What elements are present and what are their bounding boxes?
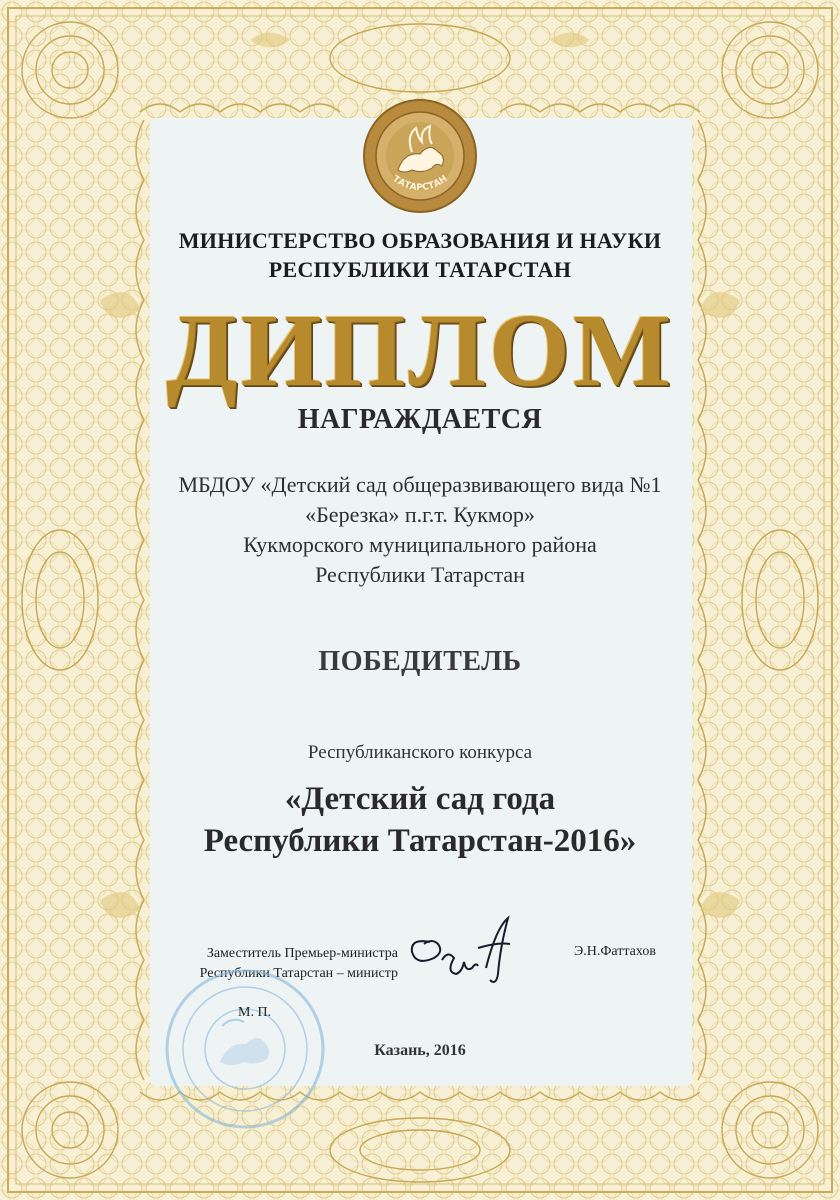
recipient-block: [0, 470, 840, 590]
stamp-place-label: М. П.: [238, 1005, 272, 1020]
awarded-label: НАГРАЖДАЕТСЯ: [297, 404, 543, 435]
recipient-line-3: Кукморского муниципального района: [243, 532, 597, 557]
recipient-line-1: МБДОУ «Детский сад общеразвивающего вида №1: [178, 472, 662, 497]
signatory-position-line-2: Республики Татарстан – министр: [199, 966, 398, 981]
contest-name-line-1: «Детский сад года: [284, 781, 556, 817]
contest-name-line-2: Республики Татарстан-2016»: [203, 823, 637, 859]
contest-label: Республиканского конкурса: [307, 742, 533, 763]
recipient-line-4: Республики Татарстан: [315, 562, 525, 587]
emblem-text: ТАТАРСТАН: [390, 174, 450, 194]
handwritten-signature: [400, 912, 530, 992]
ministry-heading: [0, 226, 840, 284]
tatarstan-emblem-icon: [362, 98, 478, 214]
contest-name: [0, 778, 840, 862]
signatory-name: Э.Н.Фаттахов: [574, 944, 656, 959]
winner-label: ПОБЕДИТЕЛЬ: [318, 646, 522, 677]
ministry-line-1: МИНИСТЕРСТВО ОБРАЗОВАНИЯ И НАУКИ: [178, 228, 662, 253]
signatory-position-line-1: Заместитель Премьер-министра: [206, 946, 398, 961]
ministry-line-2: РЕСПУБЛИКИ ТАТАРСТАН: [268, 257, 572, 282]
city-year: Казань, 2016: [374, 1042, 466, 1059]
diploma-title: ДИПЛОМ: [166, 293, 674, 408]
recipient-line-2: «Березка» п.г.т. Кукмор»: [305, 502, 535, 527]
